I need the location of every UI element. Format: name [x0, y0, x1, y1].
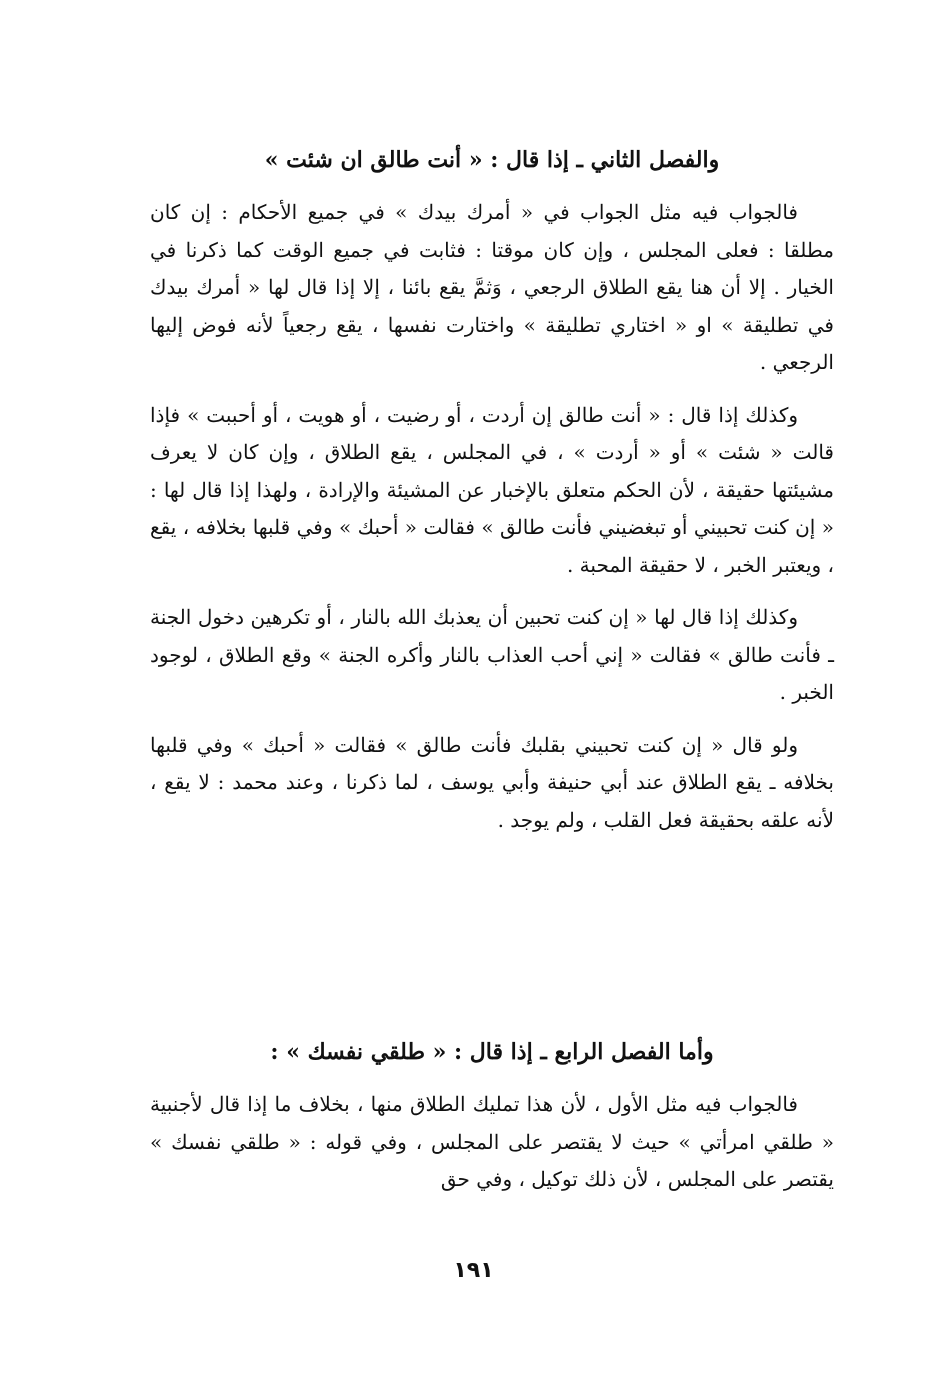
section-four-body: [150, 1086, 834, 1214]
paragraph: ولو قال « إن كنت تحبيني بقلبك فأنت طالق » فقالت « أحبك » وفي قلبها بخلافه ـ يقع الطلاق عند أبي حنيفة وأبي يوسف ، لما ذكرنا ، وعند محمد : لا يقع ، لأنه علقه بحقيقة فعل القلب ، ولم يوجد .: [150, 732, 834, 832]
paragraph: وكذلك إذا قال لها « إن كنت تحبين أن يعذبك الله بالنار ، أو تكرهين دخول الجنة ـ فأنت طالق » فقالت « إني أحب العذاب بالنار وأكره الجنة » وقع الطلاق ، لوجود الخبر .: [150, 605, 834, 704]
paragraph: فالجواب فيه مثل الجواب في « أمرك بيدك » في جميع الأحكام : إن كان مطلقا : فعلى المجلس ، وإن كان موقتا : فثابت في جميع الوقت كما ذكرنا في الخيار . إلا أن هنا يقع الطلاق الرجعي ، وَثمَّ يقع بائنا ، إلا إذا قال لها « أمرك بيدك في تطليقة » او « اختاري تطليقة » واختارت نفسها ، يقع رجعياً لأنه فوض إليها الرجعي .: [150, 200, 834, 374]
paragraph: وكذلك إذا قال : « أنت طالق إن أردت ، أو رضيت ، أو هويت ، أو أحببت » فإذا قالت « شئت » أو « أردت » ، في المجلس ، يقع الطلاق ، وإن كان لا يعرف مشيئتها حقيقة ، لأن الحكم متعلق بالإخبار عن المشيئة والإرادة ، ولهذا إذا قال لها : « إن كنت تحبيني أو تبغضيني فأنت طالق » فقالت « أحبك » وفي قلبها بخلافه ، يقع ، ويعتبر الخبر ، لا حقيقة المحبة .: [150, 402, 834, 577]
section-two-body: [150, 194, 834, 854]
section-four-heading: وأما الفصل الرابع ـ إذا قال : « طلقي نفسك » :: [270, 1039, 714, 1065]
section-two-heading: والفصل الثاني ـ إذا قال : « أنت طالق ان شئت »: [264, 147, 720, 173]
paragraph: فالجواب فيه مثل الأول ، لأن هذا تمليك الطلاق منها ، بخلاف ما إذا قال لأجنبية « طلقي امرأتي » حيث لا يقتصر على المجلس ، وفي قوله : « طلقي نفسك » يقتصر على المجلس ، لأن ذلك توكيل ، وفي حق: [150, 1092, 834, 1191]
page-number: ١٩١: [453, 1258, 494, 1283]
